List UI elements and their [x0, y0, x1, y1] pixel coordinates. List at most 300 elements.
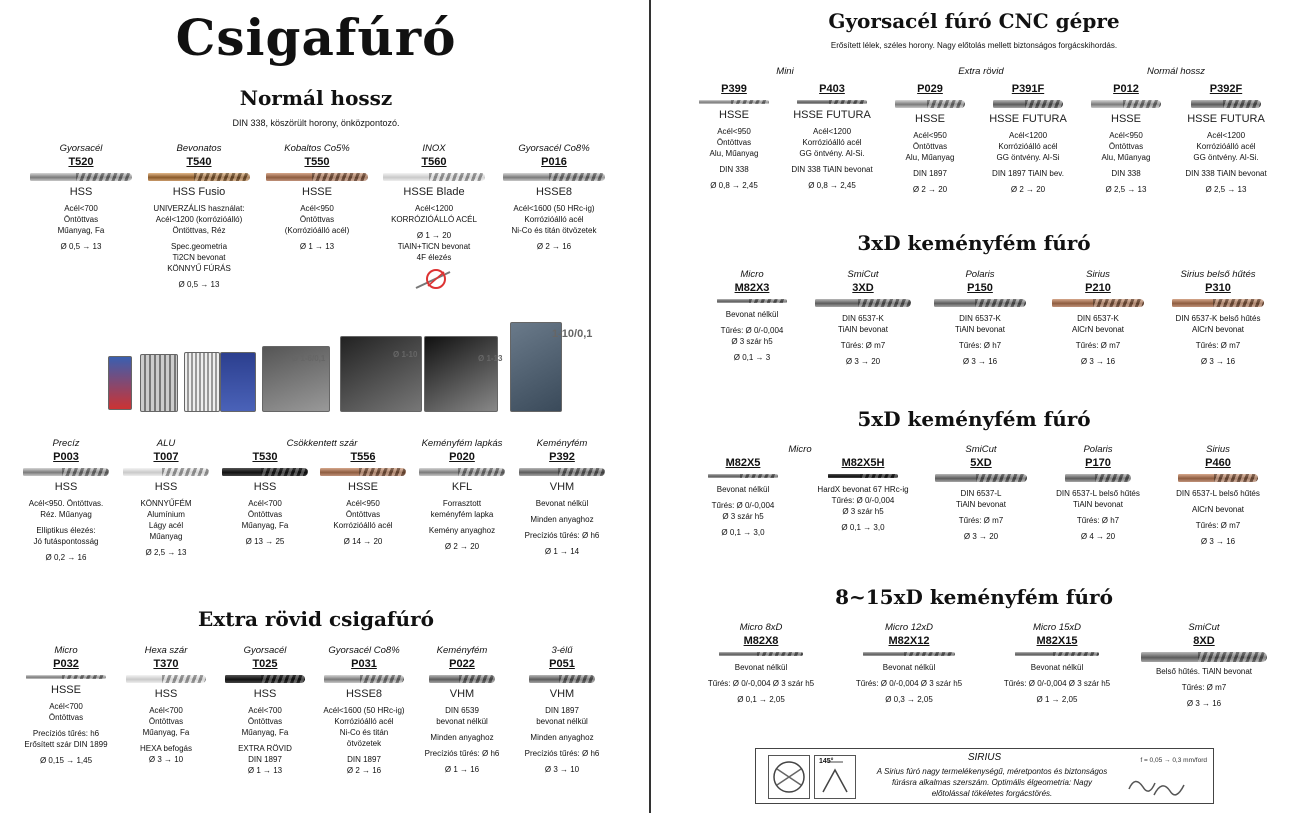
spec-line: Acél<700 [49, 702, 83, 711]
product-specs [984, 662, 1130, 705]
drill-image [222, 468, 308, 476]
product-material: HSSE [348, 481, 378, 493]
product-category: Gyorsacél Co8% [328, 645, 400, 656]
spec-line: Korrózióálló acél [333, 521, 393, 530]
product-code: 3XD [852, 282, 874, 294]
spec-line: Tűrés: Ø m7 [1195, 521, 1241, 530]
product-specs [1176, 130, 1276, 195]
drill-image [993, 100, 1063, 108]
product-T540 [140, 143, 258, 290]
product-category [218, 438, 312, 450]
product-P391F [980, 82, 1076, 195]
group-label-extra-short: Extra rövid [958, 66, 1004, 77]
section-title-cnc: Gyorsacél fúró CNC gépre [828, 9, 1120, 33]
drill-image [935, 474, 1027, 482]
product-specs [512, 498, 612, 557]
product-material: HSSE [915, 113, 945, 125]
spec-line: HEXA befogás [139, 744, 193, 753]
drill-image [895, 100, 965, 108]
spec-line: GG öntvény. Al-Si. [1193, 153, 1259, 162]
product-code: M82X5 [725, 457, 761, 469]
spec-line: Ø 0,1 → 2,05 [737, 695, 785, 704]
kit-range-label: Ø 1-6/0,1 [292, 354, 326, 363]
spec-line: keményfém lapka [430, 510, 494, 519]
drill-set-box [340, 336, 422, 412]
spec-line: Minden anyaghoz [530, 733, 594, 742]
product-P460 [1160, 444, 1276, 547]
product-category: Micro 8xD [739, 622, 783, 633]
right-page [652, 0, 1296, 813]
drill-image [1191, 100, 1261, 108]
product-code: T560 [421, 156, 447, 168]
product-T520 [26, 143, 136, 252]
point-angle-icon [814, 755, 856, 799]
spec-line: Öntöttvas [345, 510, 381, 519]
drill-image [225, 675, 305, 683]
spec-line: Ø 3 → 20 [963, 532, 999, 541]
spec-line: Precíziós tűrés: Ø h6 [524, 749, 600, 758]
drill-image [419, 468, 505, 476]
product-specs [140, 203, 258, 290]
product-3XD [808, 269, 918, 367]
product-material: HSS Fusio [172, 186, 226, 198]
spec-line: Ø 3 → 16 [962, 357, 998, 366]
section-title-5xd: 5xD keményfém fúró [857, 407, 1091, 431]
spec-line: KORRÓZIÓÁLLÓ ACÉL [391, 215, 477, 224]
drill-image [30, 173, 132, 181]
spec-line: DIN 6539 [445, 706, 479, 715]
spec-line: Öntöttvas [912, 142, 948, 151]
spec-line: Acél<700 [64, 204, 98, 213]
spec-line: Ø 0,1 → 3 [733, 353, 771, 362]
product-M82X5H [800, 444, 926, 533]
product-category: Kobaltos Co5% [284, 143, 350, 154]
product-P310 [1160, 269, 1276, 367]
spec-line: DIN 1897 [913, 169, 947, 178]
product-code: P391F [1011, 83, 1045, 95]
spec-line: DIN 338 [719, 165, 749, 174]
page-divider [649, 0, 651, 813]
product-P150 [926, 269, 1034, 367]
spec-line: DIN 6537-L [960, 489, 1002, 498]
spec-line: Belső hűtés. TiAlN bevonat [1155, 667, 1253, 676]
spec-line: Műanyag, Fa [241, 521, 289, 530]
spec-line: Acél<1600 (50 HRc-ig) [513, 204, 595, 213]
product-P399 [688, 82, 780, 191]
product-category: Sirius [1086, 269, 1110, 280]
product-material: HSS [154, 481, 178, 493]
product-specs [1160, 488, 1276, 547]
spec-line: Ø 2 → 16 [346, 766, 382, 775]
spec-line: Tűrés: Ø 0/-0,004 Ø 3 szár h5 [855, 679, 963, 688]
drill-image [934, 299, 1026, 307]
spec-line: ötvözetek [346, 739, 382, 748]
product-category: Precíz [52, 438, 80, 449]
spec-line: Acél<950 [717, 127, 751, 136]
spec-line: Tűrés: Ø 0/-0,004 [720, 326, 784, 335]
spec-line: Acél<1200 [1008, 131, 1048, 140]
spec-line: Kemény anyaghoz [428, 526, 496, 535]
drill-image [123, 468, 209, 476]
product-material: HSSE FUTURA [989, 113, 1067, 125]
spec-line: Ø 2,5 → 13 [1205, 185, 1247, 194]
spec-line: Öntöttvas [247, 717, 283, 726]
product-material: HSSE FUTURA [1187, 113, 1265, 125]
spec-line: Bevonat nélkül [882, 663, 936, 672]
spec-line: Acél<1200 [414, 204, 454, 213]
drill-image [828, 474, 898, 478]
drill-image [1172, 299, 1264, 307]
product-T370 [118, 645, 214, 765]
spec-line: Spec.geometria [170, 242, 228, 251]
product-specs [218, 705, 312, 776]
drill-image [1065, 474, 1131, 482]
product-category: Bevonatos [176, 143, 222, 154]
product-category: Hexa szár [144, 645, 188, 656]
spec-line: Ø 4 → 20 [1080, 532, 1116, 541]
spec-line: Műanyag, Fa [241, 728, 289, 737]
spec-line: GG öntvény. Al-Si. [799, 149, 865, 158]
drill-set-box [220, 352, 256, 412]
spec-line: Acél<700 [149, 706, 183, 715]
product-specs [314, 498, 412, 547]
spec-line: TiAlN bevonat [838, 325, 888, 334]
spec-line: DIN 1897 [248, 755, 282, 764]
spec-line: AlCrN bevonat [1191, 505, 1245, 514]
spec-line: Ø 0,8 → 2,45 [710, 181, 758, 190]
product-material: HSSE [719, 109, 749, 121]
product-specs [118, 498, 214, 558]
drill-image [148, 173, 250, 181]
product-category: Keményfém lapkás [421, 438, 503, 449]
spec-line: Bevonat nélkül [1030, 663, 1084, 672]
product-8XD [1132, 622, 1276, 709]
spec-line: HardX bevonat 67 HRc-ig [817, 485, 909, 494]
product-code: T556 [350, 451, 376, 463]
spec-line: Minden anyaghoz [430, 733, 494, 742]
drill-image [26, 675, 106, 679]
product-5XD [928, 444, 1034, 542]
product-code: P020 [449, 451, 475, 463]
spec-line: Öntöttvas [716, 138, 752, 147]
product-specs [884, 130, 976, 195]
product-specs [378, 203, 490, 263]
spec-line: Ni-Co és titán ötvözetek [511, 226, 597, 235]
spec-line: Tűrés: Ø 0/-0,004 [831, 496, 895, 505]
drill-image [717, 299, 787, 303]
product-category [688, 444, 798, 456]
spec-line: DIN 338 TiAlN bevonat [1185, 169, 1267, 178]
product-specs [312, 705, 416, 776]
spec-line: Ø 3 → 10 [148, 755, 184, 764]
product-specs [1080, 130, 1172, 195]
product-code: 5XD [970, 457, 992, 469]
product-code: T530 [252, 451, 278, 463]
spec-line: Minden anyaghoz [530, 515, 594, 524]
spec-line: DIN 6537-L belső hűtés [1176, 489, 1260, 498]
product-specs [800, 484, 926, 533]
drill-image [1178, 474, 1258, 482]
drill-image [503, 173, 605, 181]
product-code: P012 [1113, 83, 1139, 95]
product-specs [1044, 313, 1152, 367]
spec-line: Ø 0,8 → 2,45 [808, 181, 856, 190]
spec-line: Ø 0,1 → 3,0 [841, 523, 885, 532]
spec-line: Öntöttvas [63, 215, 99, 224]
spec-line: Ø 1 → 16 [444, 765, 480, 774]
product-category: ALU [156, 438, 176, 449]
spec-line: Ø 13 → 25 [245, 537, 285, 546]
spec-line: Acél<1200 [812, 127, 852, 136]
spec-line: Bevonat nélkül [734, 663, 788, 672]
spec-line: Tűrés: Ø h7 [958, 341, 1002, 350]
spec-line: Ø 1 → 20 [416, 231, 452, 240]
group-label-reduced-shank: Csökkentett szár [286, 438, 358, 449]
feed-rate-label: f = 0,05 → 0,3 mm/ford [1140, 757, 1207, 764]
product-P022 [414, 645, 510, 775]
product-code: T370 [153, 658, 179, 670]
product-category: Micro 12xD [884, 622, 934, 633]
product-T025 [218, 645, 312, 776]
spec-line: Tűrés: Ø m7 [1075, 341, 1121, 350]
spec-line: Ø 2 → 20 [1010, 185, 1046, 194]
product-code: P392 [549, 451, 575, 463]
product-code: P016 [541, 156, 567, 168]
spec-line: TiAlN bevonat [955, 325, 1005, 334]
product-P031 [312, 645, 416, 776]
product-material: HSS [253, 688, 277, 700]
section-title-normal: Normál hossz [239, 86, 393, 110]
product-specs [688, 662, 834, 705]
spec-line: Precíziós tűrés: Ø h6 [524, 531, 600, 540]
spec-line: Műanyag, Fa [142, 728, 190, 737]
product-material: HSS [69, 186, 93, 198]
product-code: P399 [721, 83, 747, 95]
spec-line: Ø 1 → 14 [544, 547, 580, 556]
product-T007 [118, 438, 214, 558]
product-specs [688, 126, 780, 191]
spec-line: Ø 2 → 20 [444, 542, 480, 551]
product-category: 3-élű [551, 645, 573, 656]
spec-line: Ø 3 → 16 [1186, 699, 1222, 708]
spec-line: Korrózióálló acél [524, 215, 584, 224]
spec-line: TiAlN+TiCN bevonat [397, 242, 471, 251]
product-specs [1132, 666, 1276, 709]
product-P029 [884, 82, 976, 195]
product-code: T025 [252, 658, 278, 670]
product-code: M82X15 [1036, 635, 1078, 647]
spec-line: Tűrés: Ø m7 [840, 341, 886, 350]
product-material: HSSE FUTURA [793, 109, 871, 121]
drill-set-box [184, 352, 220, 412]
product-code: P150 [967, 282, 993, 294]
spec-line: Lágy acél [148, 521, 184, 530]
product-specs [688, 484, 798, 538]
spec-line: KÖNNYŰFÉM [140, 499, 192, 508]
spec-line: Acél<950. Öntöttvas. [28, 499, 104, 508]
spec-line: Ø 3 szár h5 [842, 507, 884, 516]
product-M82X3 [696, 269, 808, 363]
spec-line: Acél<950 [346, 499, 380, 508]
spec-line: (Korrózióálló acél) [284, 226, 350, 235]
kit-range-label: Ø 1-10 [393, 350, 418, 359]
section-title-8-15xd: 8~15xD keményfém fúró [835, 585, 1113, 609]
product-code: P022 [449, 658, 475, 670]
spec-line: DIN 338 [1111, 169, 1141, 178]
spec-line: 4F élezés [416, 253, 452, 262]
product-specs [696, 309, 808, 363]
spec-line: Műanyag [149, 532, 183, 541]
drill-set-box [108, 356, 132, 410]
spec-line: Ø 1 → 13 [299, 242, 335, 251]
product-category: Polaris [965, 269, 995, 280]
product-P392F [1176, 82, 1276, 195]
product-specs [836, 662, 982, 705]
product-T560 [378, 143, 490, 295]
spec-line: Ø 0,2 → 16 [45, 553, 87, 562]
drill-image [797, 100, 867, 104]
product-specs [512, 705, 612, 775]
product-code: M82X3 [734, 282, 770, 294]
product-category: Micro 15xD [1032, 622, 1082, 633]
product-code: P460 [1205, 457, 1231, 469]
spec-line: Acél<950 [300, 204, 334, 213]
product-P016 [496, 143, 612, 252]
drill-image [23, 468, 109, 476]
product-code: P170 [1085, 457, 1111, 469]
spec-line: DIN 6537-K belső hűtés [1175, 314, 1261, 323]
product-M82X12 [836, 622, 982, 705]
spec-line: Ø 3 → 16 [1200, 537, 1236, 546]
product-category: Keményfém [436, 645, 488, 656]
drill-image [699, 100, 769, 104]
product-material: VHM [449, 688, 475, 700]
spec-line: Bevonat nélkül [716, 485, 770, 494]
product-category: INOX [422, 143, 446, 154]
spec-line: Forrasztott [442, 499, 482, 508]
spec-line: DIN 6537-K [1077, 314, 1119, 323]
spec-line: Öntöttvas [247, 510, 283, 519]
product-category: Gyorsacél [59, 143, 103, 154]
product-specs [1160, 313, 1276, 367]
spec-line: Műanyag, Fa [57, 226, 105, 235]
spec-line: Ø 3 szár h5 [731, 337, 773, 346]
sirius-title: SIRIUS [967, 752, 1002, 763]
spec-line: Acél<1200 [1206, 131, 1246, 140]
product-category: Sirius [1206, 444, 1230, 455]
spec-line: Öntöttvas, Réz [172, 226, 226, 235]
spec-line: DIN 1897 [347, 755, 381, 764]
product-P032 [14, 645, 118, 766]
product-category: SmiCut [1188, 622, 1220, 633]
drill-image [719, 652, 803, 656]
spec-line: Acél<950 [913, 131, 947, 140]
spec-line: DIN 1897 [545, 706, 579, 715]
spec-line: Ø 2,5 → 13 [145, 548, 187, 557]
sirius-info-box [755, 748, 1214, 804]
product-category: SmiCut [847, 269, 879, 280]
drill-set-box [424, 336, 498, 412]
product-P403 [784, 82, 880, 191]
spec-line: Korrózióálló acél [802, 138, 862, 147]
product-code: M82X5H [841, 457, 885, 469]
product-material: VHM [549, 688, 575, 700]
spec-line: Tűrés: Ø 0/-0,004 [711, 501, 775, 510]
drill-image [519, 468, 605, 476]
drill-image [815, 299, 911, 307]
spec-line: KÖNNYŰ FÚRÁS [167, 264, 231, 273]
product-category: Micro [54, 645, 78, 656]
product-category [800, 444, 926, 456]
section-subtitle-cnc: Erősített lélek, széles horony. Nagy előtolás mellett biztonságos forgácskihordás. [830, 41, 1118, 50]
spec-line: Elliptikus élezés: [36, 526, 96, 535]
spec-line: DIN 6537-K [959, 314, 1001, 323]
product-category: Keményfém [536, 438, 588, 449]
product-P012 [1080, 82, 1172, 195]
drill-image [1141, 652, 1267, 662]
product-material: HSS [154, 688, 178, 700]
drill-image [529, 675, 595, 683]
spec-line: UNIVERZÁLIS használat: [153, 204, 245, 213]
product-specs [118, 705, 214, 765]
spec-line: Tűrés: Ø 0/-0,004 Ø 3 szár h5 [1003, 679, 1111, 688]
spec-line: Ø 3 → 16 [1200, 357, 1236, 366]
product-P003 [14, 438, 118, 563]
spec-line: Bevonat nélkül [725, 310, 779, 319]
spec-line: Tűrés: Ø m7 [1181, 683, 1227, 692]
spec-line: Ø 0,1 → 3,0 [721, 528, 765, 537]
drill-image [383, 173, 485, 181]
product-material: HSS [54, 481, 78, 493]
drill-image [320, 468, 406, 476]
spec-line: Ø 2 → 16 [536, 242, 572, 251]
product-material: KFL [451, 481, 473, 493]
drill-image [1052, 299, 1144, 307]
spec-line: Ø 2,5 → 13 [1105, 185, 1147, 194]
spec-line: Alu, Műanyag [905, 153, 955, 162]
drill-set-box [140, 354, 178, 412]
product-code: M82X8 [743, 635, 779, 647]
spec-line: Ø 3 szár h5 [722, 512, 764, 521]
drill-image [429, 675, 495, 683]
product-category: Micro [740, 269, 764, 280]
spec-line: Öntöttvas [299, 215, 335, 224]
spec-line: Ø 3 → 20 [845, 357, 881, 366]
spec-line: EXTRA RÖVID [238, 744, 292, 753]
product-code: P003 [53, 451, 79, 463]
drill-image [863, 652, 955, 656]
spec-line: Tűrés: Ø m7 [1195, 341, 1241, 350]
product-M82X5 [688, 444, 798, 538]
drill-image [708, 474, 778, 478]
spec-line: Öntöttvas [148, 717, 184, 726]
product-T556 [314, 438, 412, 547]
product-category [314, 438, 412, 450]
product-material: HSSE Blade [403, 186, 465, 198]
product-code: P310 [1205, 282, 1231, 294]
product-code: M82X12 [888, 635, 930, 647]
product-category: Gyorsacél Co8% [518, 143, 590, 154]
spec-line: Réz. Műanyag [40, 510, 92, 519]
spec-line: Alu, Műanyag [1101, 153, 1151, 162]
product-T550 [262, 143, 372, 252]
product-code: T540 [186, 156, 212, 168]
product-specs [14, 498, 118, 563]
spec-line: Acél<950 [1109, 131, 1143, 140]
product-specs [980, 130, 1076, 195]
section-title-3xd: 3xD keményfém fúró [857, 231, 1091, 255]
drill-image [126, 675, 206, 683]
